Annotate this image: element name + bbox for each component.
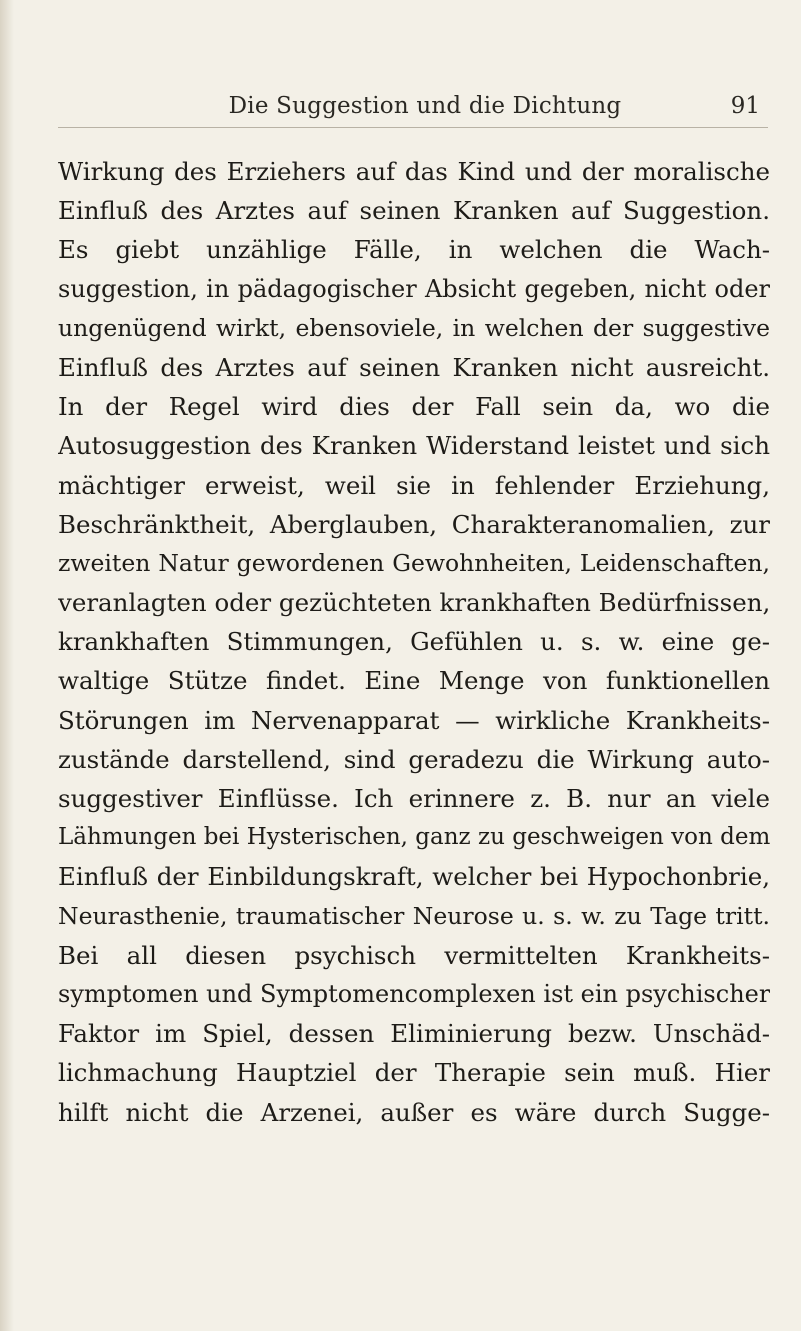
text-line: Es giebt unzählige Fälle, in welchen die Wach- (58, 235, 770, 265)
page-number: 91 (730, 93, 760, 119)
text-line: Einfluß der Einbildungskraft, welcher bei Hypochonbrie, (58, 862, 770, 892)
text-line: zweiten Natur gewordenen Gewohnheiten, Leidenschaften, (58, 548, 770, 577)
text-line: Störungen im Nervenapparat — wirkliche Krankheits- (58, 705, 770, 735)
text-line: waltige Stütze findet. Eine Menge von funktionellen (58, 666, 770, 696)
text-line: Bei all diesen psychisch vermittelten Krankheits- (58, 940, 770, 970)
text-line: symptomen und Symptomencomplexen ist ein psychischer (58, 979, 770, 1008)
text-line: Neurasthenie, traumatischer Neurose u. s. w. zu Tage tritt. (58, 901, 770, 930)
text-line: Wirkung des Erziehers auf das Kind und der moralische (58, 157, 770, 186)
text-line: Lähmungen bei Hysterischen, ganz zu geschweigen von dem (58, 824, 770, 851)
header-rule (58, 127, 768, 128)
text-line: suggestion, in pädagogischer Absicht gegeben, nicht oder (58, 274, 770, 303)
running-title: Die Suggestion und die Dichtung (228, 93, 622, 119)
page-gutter-shadow (0, 0, 14, 1331)
text-line: Faktor im Spiel, dessen Eliminierung bezw. Unschäd- (58, 1019, 770, 1049)
text-line: zustände darstellend, sind geradezu die Wirkung auto- (58, 744, 770, 774)
text-line: hilft nicht die Arzenei, außer es wäre durch Sugge- (58, 1097, 770, 1127)
text-line: mächtiger erweist, weil sie in fehlender Erziehung, (58, 470, 770, 500)
text-line: In der Regel wird dies der Fall sein da, wo die (58, 392, 770, 422)
text-line: lichmachung Hauptziel der Therapie sein muß. Hier (58, 1058, 770, 1088)
text-line: suggestiver Einflüsse. Ich erinnere z. B. nur an viele (58, 784, 770, 813)
text-line: Autosuggestion des Kranken Widerstand leistet und sich (58, 431, 770, 461)
text-line: veranlagten oder gezüchteten krankhaften Bedürfnissen, (58, 588, 770, 618)
text-line: Einfluß des Arztes auf seinen Kranken auf Suggestion. (58, 196, 770, 226)
text-line: ungenügend wirkt, ebensoviele, in welchen der suggestive (58, 313, 770, 342)
text-line: Beschränktheit, Aberglauben, Charakteranomalien, zur (58, 509, 770, 539)
body-text (58, 152, 770, 1132)
text-line: Einfluß des Arztes auf seinen Kranken nicht ausreicht. (58, 352, 770, 382)
running-head (0, 90, 801, 130)
text-line: krankhaften Stimmungen, Gefühlen u. s. w. eine ge- (58, 627, 770, 657)
